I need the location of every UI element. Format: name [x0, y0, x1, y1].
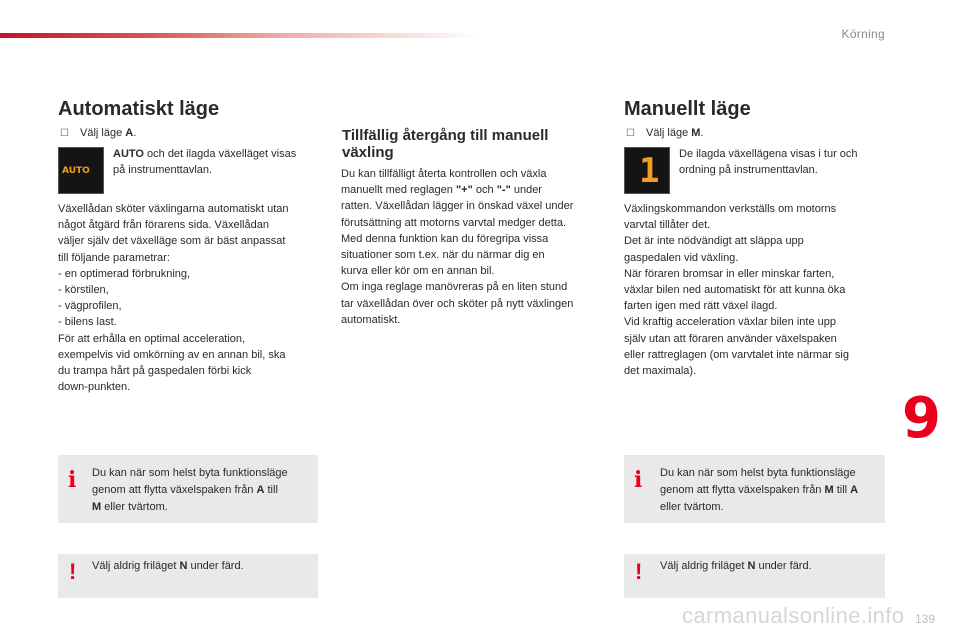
chapter-number: 9	[902, 386, 941, 451]
bullet-icon: ☐	[626, 128, 635, 139]
text-line: situationer som t.ex. när du närmar dig en	[341, 249, 545, 261]
info-text-line2: genom att flytta växelspaken från M till A	[660, 484, 859, 496]
text-line: - körstilen,	[58, 284, 109, 296]
text-line: farten igen med rätt växel ilagd.	[624, 300, 778, 313]
info-box-m-to-a	[624, 455, 885, 523]
text-line: exempelvis vid omkörning av en annan bil, ska	[58, 348, 286, 361]
auto-display-text: AUTO	[62, 166, 90, 176]
watermark: carmanualsonline.info	[682, 603, 905, 628]
info-text-line1: Du kan när som helst byta funktionsläge	[92, 467, 288, 479]
text-line: tar växellådan över och sköter på nytt växlingen	[341, 297, 574, 310]
info-box-a-to-m	[58, 455, 318, 523]
warning-box-neutral	[624, 554, 885, 598]
warning-box-neutral	[58, 554, 318, 598]
info-text-line1: Du kan när som helst byta funktionsläge	[660, 467, 856, 479]
page-number: 139	[915, 612, 936, 626]
text-line: Det är inte nödvändigt att släppa upp	[624, 235, 804, 248]
text-line: själv utan att föraren använder växelspaken	[624, 332, 837, 345]
text-line: väljer själv det växelläge som är bäst anpassat	[58, 235, 286, 248]
temporary-manual-title: Tillfällig återgång till manuell växling	[342, 127, 549, 161]
text-line: till följande parametrar:	[58, 251, 170, 264]
text-line: Med denna funktion kan du föregripa vissa	[341, 232, 549, 245]
section-title: Körning	[841, 27, 885, 41]
text-line: Vid kraftig acceleration växlar bilen inte upp	[624, 316, 836, 329]
info-icon: i	[68, 467, 77, 493]
bullet-icon: ☐	[60, 128, 69, 139]
text-line: gaspedalen vid växling.	[624, 251, 739, 264]
auto-desc-line1: AUTO och det ilagda växelläget visas	[113, 148, 297, 160]
gear-desc-line1: De ilagda växellägena visas i tur och	[679, 148, 858, 160]
text-line: - en optimerad förbrukning,	[58, 267, 191, 280]
gear-display-image	[624, 147, 670, 194]
text-line: kurva eller kör om en annan bil.	[341, 265, 495, 278]
text-line: automatiskt.	[341, 313, 401, 326]
text-line: Om inga reglage manövreras på en liten stund	[341, 281, 568, 294]
text-line: Växellådan sköter växlingarna automatiskt utan	[58, 203, 289, 215]
text-line: down-punkten.	[58, 381, 131, 394]
auto-display-image	[58, 147, 104, 194]
text-line: förutsättning att motorns varvtal medger detta.	[341, 216, 567, 229]
text-line: - vägprofilen,	[58, 300, 122, 313]
text-line: ratten. Växellådan lägger in önskad växel under	[341, 200, 574, 213]
text-line: varvtal tillåter det.	[624, 219, 711, 232]
gear-display-digit: 1	[639, 151, 660, 191]
text-line: växlar bilen ned automatiskt för att kunna öka	[624, 284, 846, 296]
warning-icon: !	[69, 559, 77, 584]
warning-icon: !	[635, 559, 643, 584]
text-line: det maximala).	[624, 365, 697, 377]
text-line: För att erhålla en optimal acceleration,	[58, 332, 246, 345]
warning-text: Välj aldrig friläget N under färd.	[92, 560, 244, 572]
text-line: Du kan tillfälligt återta kontrollen och växla	[341, 168, 547, 180]
auto-desc-line2: på instrumenttavlan.	[113, 164, 213, 176]
select-mode-a: Välj läge A.	[80, 127, 137, 139]
text-line: Växlingskommandon verkställs om motorns	[624, 203, 837, 215]
text-line: du trampa hårt på gaspedalen förbi kick	[58, 365, 252, 377]
warning-text: Välj aldrig friläget N under färd.	[660, 560, 812, 572]
info-text-line3: eller tvärtom.	[660, 501, 724, 513]
auto-mode-title: Automatiskt läge	[58, 98, 220, 120]
text-line: - bilens last.	[58, 316, 117, 329]
select-mode-m: Välj läge M.	[646, 127, 704, 139]
manual-mode-title: Manuellt läge	[624, 98, 751, 120]
header-accent-bar	[0, 33, 480, 38]
text-line: eller rattreglagen (om varvtalet inte närmar sig	[624, 348, 849, 361]
text-line: När föraren bromsar in eller minskar farten,	[624, 267, 835, 280]
info-text-line2: genom att flytta växelspaken från A till	[92, 484, 278, 496]
gear-desc-line2: ordning på instrumenttavlan.	[679, 164, 818, 176]
info-text-line3: M eller tvärtom.	[92, 501, 168, 513]
text-line: något åtgärd från förarens sida. Växellådan	[58, 219, 269, 232]
text-line: manuellt med reglagen "+" och "-" under	[341, 184, 542, 197]
info-icon: i	[634, 467, 643, 493]
